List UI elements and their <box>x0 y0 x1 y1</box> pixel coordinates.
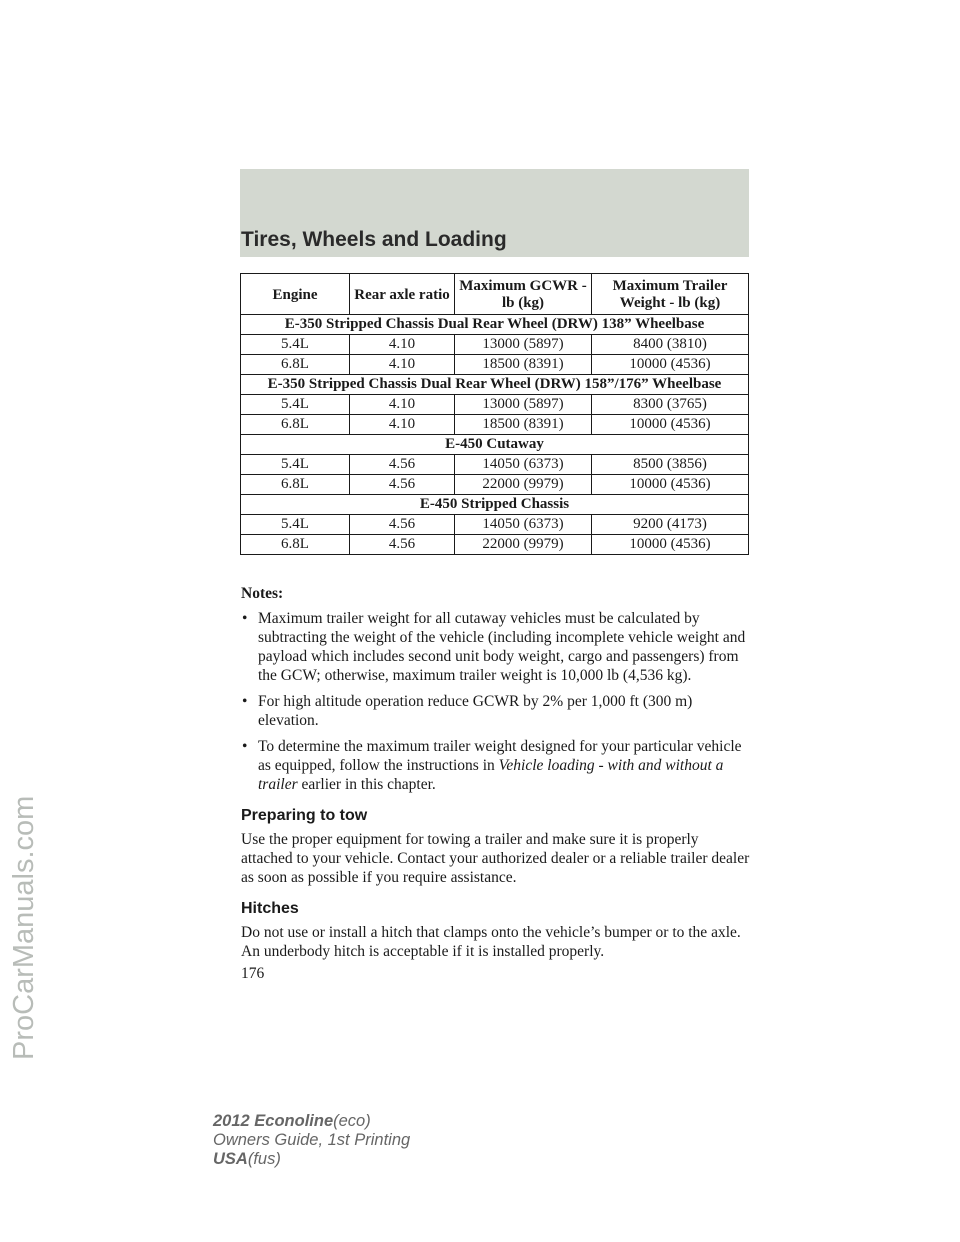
table-cell: 22000 (9979) <box>455 535 592 555</box>
table-cell: 4.10 <box>350 355 455 375</box>
model-group-title: E-350 Stripped Chassis Dual Rear Wheel (DRW) 158”/176” Wheelbase <box>241 375 749 395</box>
bullet-icon: • <box>242 610 248 627</box>
table-cell: 6.8L <box>241 475 350 495</box>
table-cell: 5.4L <box>241 515 350 535</box>
table-cell: 8400 (3810) <box>592 335 749 355</box>
table-cell: 4.56 <box>350 515 455 535</box>
table-group-row <box>241 495 749 515</box>
table-cell: 6.8L <box>241 415 350 435</box>
table-cell: 4.10 <box>350 335 455 355</box>
column-header-max-gcwr: Maximum GCWR - lb (kg) <box>455 274 592 315</box>
table-cell: 4.56 <box>350 475 455 495</box>
table-cell: 8300 (3765) <box>592 395 749 415</box>
paragraph-hitches: Do not use or install a hitch that clamps onto the vehicle’s bumper or to the axle. An underbody hitch is acceptable if it is installed properly. <box>241 924 741 960</box>
footer-region-code: (fus) <box>247 1150 281 1168</box>
note-item <box>241 609 753 685</box>
watermark: ProCarManuals.com <box>8 795 40 1060</box>
table-row <box>241 355 749 375</box>
table-cell: 5.4L <box>241 335 350 355</box>
note-text-after: earlier in this chapter. <box>297 776 436 793</box>
bullet-icon: • <box>242 693 248 710</box>
heading-preparing-to-tow: Preparing to tow <box>241 807 368 824</box>
table-cell: 5.4L <box>241 455 350 475</box>
table-row <box>241 455 749 475</box>
table-body <box>241 315 749 555</box>
notes-heading: Notes: <box>241 585 284 602</box>
page-number: 176 <box>241 965 265 982</box>
note-text: Maximum trailer weight for all cutaway vehicles must be calculated by subtracting the weight of the vehicle (including incomplete vehicle weight and payload which includes second unit body weight, cargo and passengers) from the GCW; otherwise, maximum trailer weight is 10,000 lb (4,536 kg). <box>258 610 746 684</box>
footer <box>213 1112 410 1169</box>
column-header-max-trailer-weight: Maximum Trailer Weight - lb (kg) <box>592 274 749 315</box>
body-text <box>241 584 753 961</box>
footer-line-model <box>213 1112 410 1131</box>
bullet-icon: • <box>242 738 248 755</box>
note-text-before: To determine the maximum trailer weight designed for your particular vehicle as equipped, follow the instructions in <box>258 738 742 774</box>
table-cell: 10000 (4536) <box>592 475 749 495</box>
table-cell: 9200 (4173) <box>592 515 749 535</box>
table-cell: 14050 (6373) <box>455 455 592 475</box>
notes-list <box>241 609 753 794</box>
section-title: Tires, Wheels and Loading <box>241 228 507 251</box>
table-group-row <box>241 435 749 455</box>
table-row <box>241 535 749 555</box>
table-row <box>241 515 749 535</box>
table-cell: 10000 (4536) <box>592 355 749 375</box>
model-group-title: E-450 Stripped Chassis <box>241 495 749 515</box>
table-header-row <box>241 274 749 315</box>
note-item <box>241 692 753 730</box>
table-cell: 4.10 <box>350 395 455 415</box>
heading-hitches: Hitches <box>241 900 299 917</box>
table-row <box>241 415 749 435</box>
table-cell: 13000 (5897) <box>455 395 592 415</box>
column-header-axle-ratio: Rear axle ratio <box>350 274 455 315</box>
table-cell: 6.8L <box>241 535 350 555</box>
table-cell: 5.4L <box>241 395 350 415</box>
table-cell: 4.56 <box>350 535 455 555</box>
table-cell: 13000 (5897) <box>455 335 592 355</box>
column-header-engine: Engine <box>241 274 350 315</box>
table-cell: 10000 (4536) <box>592 415 749 435</box>
table-group-row <box>241 315 749 335</box>
table-cell: 4.56 <box>350 455 455 475</box>
footer-region: USA <box>213 1150 248 1168</box>
footer-model-code: (eco) <box>333 1112 371 1130</box>
footer-model: 2012 Econoline <box>213 1112 334 1130</box>
note-text: For high altitude operation reduce GCWR by 2% per 1,000 ft (300 m) elevation. <box>258 693 693 729</box>
model-group-title: E-450 Cutaway <box>241 435 749 455</box>
table-cell: 4.10 <box>350 415 455 435</box>
table-row <box>241 475 749 495</box>
table-row <box>241 335 749 355</box>
table-cell: 6.8L <box>241 355 350 375</box>
table-row <box>241 395 749 415</box>
footer-line-region <box>213 1150 410 1169</box>
towing-spec-table <box>240 273 749 555</box>
model-group-title: E-350 Stripped Chassis Dual Rear Wheel (DRW) 138” Wheelbase <box>241 315 749 335</box>
paragraph-preparing-to-tow: Use the proper equipment for towing a trailer and make sure it is properly attached to your vehicle. Contact your authorized dealer or a reliable trailer dealer as soon as possible if you require assistance. <box>241 831 750 886</box>
table-cell: 18500 (8391) <box>455 355 592 375</box>
table-group-row <box>241 375 749 395</box>
footer-line-guide: Owners Guide, 1st Printing <box>213 1131 411 1149</box>
table-cell: 8500 (3856) <box>592 455 749 475</box>
table-cell: 14050 (6373) <box>455 515 592 535</box>
table-cell: 18500 (8391) <box>455 415 592 435</box>
table-cell: 22000 (9979) <box>455 475 592 495</box>
table-cell: 10000 (4536) <box>592 535 749 555</box>
note-item <box>241 737 753 794</box>
cross-reference: Vehicle loading - with and without a trailer <box>258 757 724 793</box>
